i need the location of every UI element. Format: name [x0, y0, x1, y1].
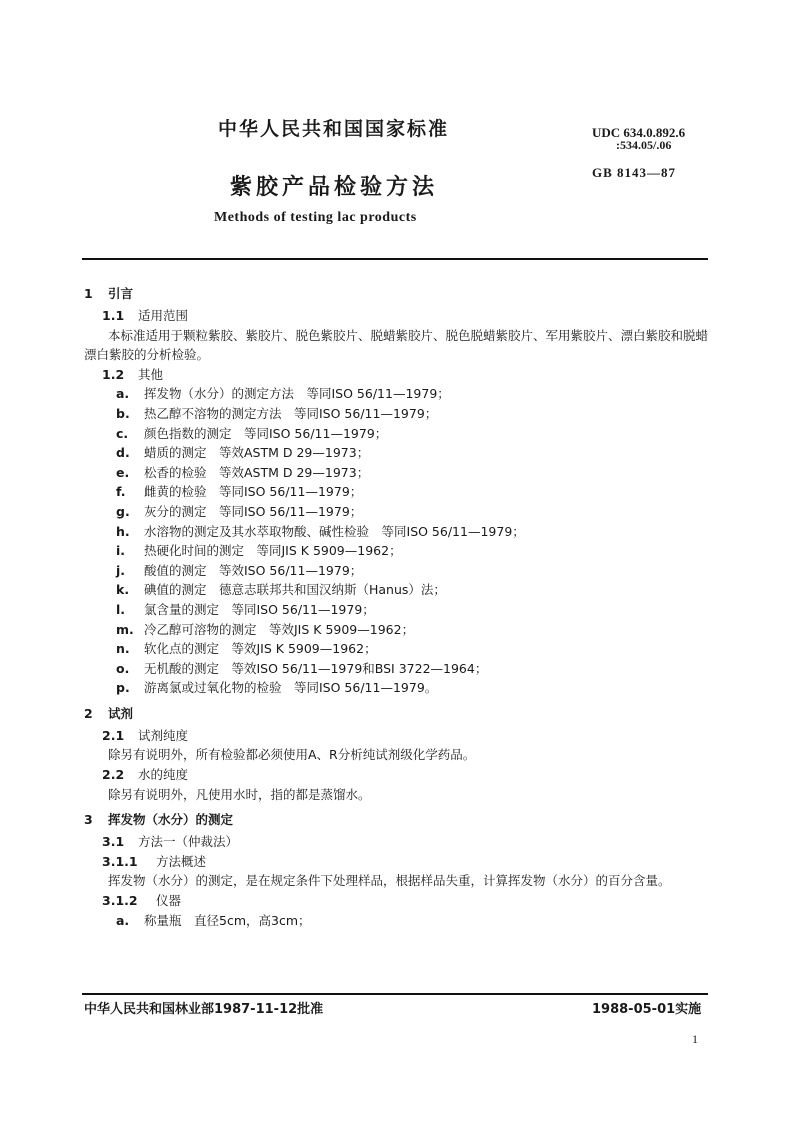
- section-title: 仪器: [156, 893, 182, 909]
- list-item-letter: i.: [116, 543, 126, 559]
- section-number: 3.1: [102, 834, 125, 850]
- section-title: 试剂: [108, 705, 134, 721]
- list-item-text: 水溶物的测定及其水萃取物酸、碱性检验 等同ISO 56/11—1979；: [144, 523, 525, 539]
- list-item-text: 称量瓶 直径5cm，高3cm；: [144, 912, 311, 928]
- section-title: 试剂纯度: [138, 727, 189, 743]
- list-item-text: 热乙醇不溶物的测定方法 等同ISO 56/11—1979；: [144, 405, 438, 421]
- footer-divider: [82, 993, 708, 995]
- list-item: [84, 463, 708, 483]
- list-item: [84, 522, 708, 542]
- list-item-letter: n.: [116, 641, 130, 657]
- section-heading: [84, 365, 708, 385]
- approval-line: 中华人民共和国林业部1987-11-12批准: [84, 1002, 324, 1017]
- header-divider: [82, 258, 708, 260]
- list-item: [84, 384, 708, 404]
- list-item-text: 颜色指数的测定 等同ISO 56/11—1979；: [144, 425, 388, 441]
- section-title: 方法一（仲裁法）: [138, 834, 239, 850]
- section-number: 3.1.1: [102, 853, 138, 869]
- list-item-letter: f.: [116, 484, 126, 500]
- list-item-letter: c.: [116, 425, 129, 441]
- section-heading: [84, 808, 708, 832]
- section-title: 适用范围: [138, 308, 189, 323]
- udc-code: [592, 126, 685, 152]
- list-item-text: 酸值的测定 等效ISO 56/11—1979；: [144, 562, 363, 578]
- list-item: [84, 620, 708, 640]
- section-title: 其他: [138, 366, 164, 382]
- section-number: 3: [84, 812, 93, 828]
- gb-number: GB 8143—87: [592, 165, 677, 180]
- list-item-text: 松香的检验 等效ASTM D 29—1973；: [144, 464, 370, 480]
- list-item-text: 热硬化时间的测定 等同JIS K 5909—1962；: [144, 543, 402, 559]
- list-item-text: 雌黄的检验 等同ISO 56/11—1979；: [144, 484, 363, 500]
- page-number: 1: [692, 1032, 698, 1046]
- list-item-text: 软化点的测定 等效JIS K 5909—1962；: [144, 641, 377, 657]
- section-heading: [84, 702, 708, 726]
- list-item-text: 游离氯或过氧化物的检验 等同ISO 56/11—1979。: [144, 680, 438, 696]
- list-item: [84, 678, 708, 698]
- udc-line-2: :534.05/.06: [616, 138, 672, 152]
- section-heading: [84, 852, 708, 872]
- list-item-text: 氯含量的测定 等同ISO 56/11—1979；: [144, 601, 375, 617]
- list-item: [84, 911, 708, 931]
- list-item-letter: p.: [116, 680, 130, 696]
- paragraph: 本标准适用于颗粒紫胶、紫胶片、脱色紫胶片、脱蜡紫胶片、脱色脱蜡紫胶片、军用紫胶片、漂白紫胶和脱蜡漂白紫胶的分析检验。: [84, 327, 709, 363]
- document-body: [84, 282, 708, 930]
- list-item: [84, 502, 708, 522]
- list-item-letter: k.: [116, 582, 130, 598]
- list-item-text: 灰分的测定 等同ISO 56/11—1979；: [144, 503, 363, 519]
- national-standard-heading: 中华人民共和国国家标准: [218, 118, 450, 140]
- udc-line-1: UDC 634.0.892.6: [592, 125, 686, 140]
- list-item-letter: j.: [116, 562, 126, 578]
- list-item-letter: l.: [116, 601, 126, 617]
- list-item-letter: o.: [116, 660, 130, 676]
- section-number: 2.2: [102, 767, 125, 783]
- section-heading: [84, 891, 708, 911]
- list-item-letter: a.: [116, 912, 130, 928]
- list-item: [84, 639, 708, 659]
- list-item-text: 挥发物（水分）的测定方法 等同ISO 56/11—1979；: [144, 386, 450, 402]
- section-number: 1: [84, 286, 93, 301]
- list-item: [84, 600, 708, 620]
- list-item-letter: d.: [116, 445, 130, 461]
- list-item-letter: m.: [116, 621, 134, 637]
- section-heading: [84, 282, 708, 306]
- paragraph: 除另有说明外，凡使用水时，指的都是蒸馏水。: [108, 786, 371, 802]
- section-title: 方法概述: [156, 853, 207, 869]
- list-item: [84, 541, 708, 561]
- list-item: [84, 659, 708, 679]
- list-item-text: 冷乙醇可溶物的测定 等效JIS K 5909—1962；: [144, 621, 415, 637]
- section-title: 挥发物（水分）的测定: [108, 812, 234, 828]
- paragraph: 除另有说明外，所有检验都必须使用A、R分析纯试剂级化学药品。: [108, 747, 476, 763]
- section-title: 引言: [108, 286, 134, 301]
- section-heading: [84, 306, 708, 326]
- list-item: [84, 580, 708, 600]
- list-item: [84, 424, 708, 444]
- list-item: [84, 482, 708, 502]
- list-item-text: 蜡质的测定 等效ASTM D 29—1973；: [144, 445, 370, 461]
- section-heading: [84, 832, 708, 852]
- paragraph: 挥发物（水分）的测定，是在规定条件下处理样品，根据样品失重，计算挥发物（水分）的百分含量。: [108, 873, 671, 889]
- section-number: 3.1.2: [102, 893, 138, 909]
- list-item-letter: g.: [116, 503, 130, 519]
- section-heading: [84, 765, 708, 785]
- section-heading: [84, 726, 708, 746]
- section-title: 水的纯度: [138, 767, 189, 783]
- section-number: 2: [84, 705, 93, 721]
- list-item-letter: b.: [116, 405, 130, 421]
- list-item-letter: a.: [116, 386, 130, 402]
- list-item-letter: e.: [116, 464, 130, 480]
- section-number: 2.1: [102, 727, 125, 743]
- section-number: 1.1: [102, 308, 125, 323]
- list-item-text: 无机酸的测定 等效ISO 56/11—1979和BSI 3722—1964；: [144, 660, 488, 676]
- list-item: [84, 404, 708, 424]
- list-item-letter: h.: [116, 523, 130, 539]
- section-number: 1.2: [102, 366, 125, 382]
- list-item: [84, 443, 708, 463]
- list-item-text: 碘值的测定 德意志联邦共和国汉纳斯（Hanus）法；: [144, 582, 446, 598]
- document-title: 紫胶产品检验方法: [230, 175, 439, 200]
- document-title-english: Methods of testing lac products: [214, 210, 417, 225]
- list-item: [84, 561, 708, 581]
- implementation-date: 1988-05-01实施: [592, 1002, 702, 1017]
